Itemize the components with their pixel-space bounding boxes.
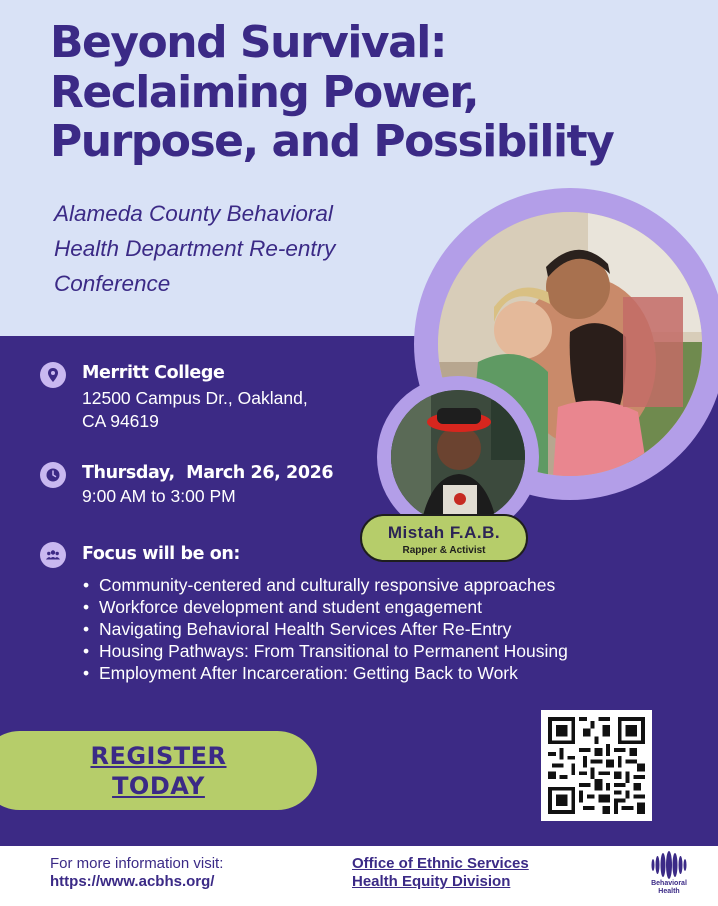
location-block <box>82 363 308 433</box>
office-line-2[interactable]: Health Equity Division <box>352 873 511 890</box>
more-info <box>50 855 223 891</box>
event-time: 9:00 AM to 3:00 PM <box>82 486 236 506</box>
behavioral-health-logo <box>644 850 694 904</box>
focus-heading-text: Focus will be on: <box>82 544 241 564</box>
event-subtitle <box>54 196 404 301</box>
subtitle-line-1: Alameda County Behavioral <box>54 201 333 226</box>
datetime-block <box>82 463 333 508</box>
page-title <box>50 18 650 167</box>
register-label-line-1: REGISTER <box>90 742 227 770</box>
location-address-line-1: 12500 Campus Dr., Oakland, <box>82 388 308 408</box>
title-line-1: Beyond Survival: <box>50 17 446 68</box>
group-icon <box>40 542 66 568</box>
focus-heading <box>82 544 240 564</box>
registration-qr-code[interactable] <box>541 710 652 821</box>
title-line-2: Reclaiming Power, <box>50 66 479 118</box>
focus-item: • Employment After Incarceration: Getting Back to Work <box>80 662 568 684</box>
focus-list <box>80 574 568 684</box>
subtitle-line-3: Conference <box>54 271 171 296</box>
clock-icon <box>40 462 66 488</box>
speaker-photo <box>391 390 525 524</box>
more-info-url[interactable]: https://www.acbhs.org/ <box>50 873 215 890</box>
office-line-1[interactable]: Office of Ethnic Services <box>352 855 529 872</box>
speaker-badge <box>360 514 528 562</box>
logo-text-2: Health <box>658 888 680 895</box>
logo-text-1: Behavioral <box>651 880 687 887</box>
register-today-button[interactable] <box>0 731 317 810</box>
location-name: Merritt College <box>82 363 225 383</box>
focus-item: • Navigating Behavioral Health Services After Re-Entry <box>80 618 568 640</box>
subtitle-line-2: Health Department Re-entry <box>54 236 336 261</box>
speaker-role: Rapper & Activist <box>402 545 486 556</box>
register-label-line-2: TODAY <box>112 772 205 800</box>
focus-item: • Community-centered and culturally responsive approaches <box>80 574 568 596</box>
focus-item: • Housing Pathways: From Transitional to Permanent Housing <box>80 640 568 662</box>
more-info-label: For more information visit: <box>50 855 224 872</box>
focus-item: • Workforce development and student engagement <box>80 596 568 618</box>
speaker-name: Mistah F.A.B. <box>387 523 501 542</box>
location-address-line-2: CA 94619 <box>82 411 159 431</box>
office-link[interactable] <box>352 855 529 891</box>
title-line-3: Purpose, and Possibility <box>50 116 614 168</box>
event-date: Thursday, March 26, 2026 <box>82 463 334 483</box>
logo-mark-icon <box>651 850 687 880</box>
map-pin-icon <box>40 362 66 388</box>
